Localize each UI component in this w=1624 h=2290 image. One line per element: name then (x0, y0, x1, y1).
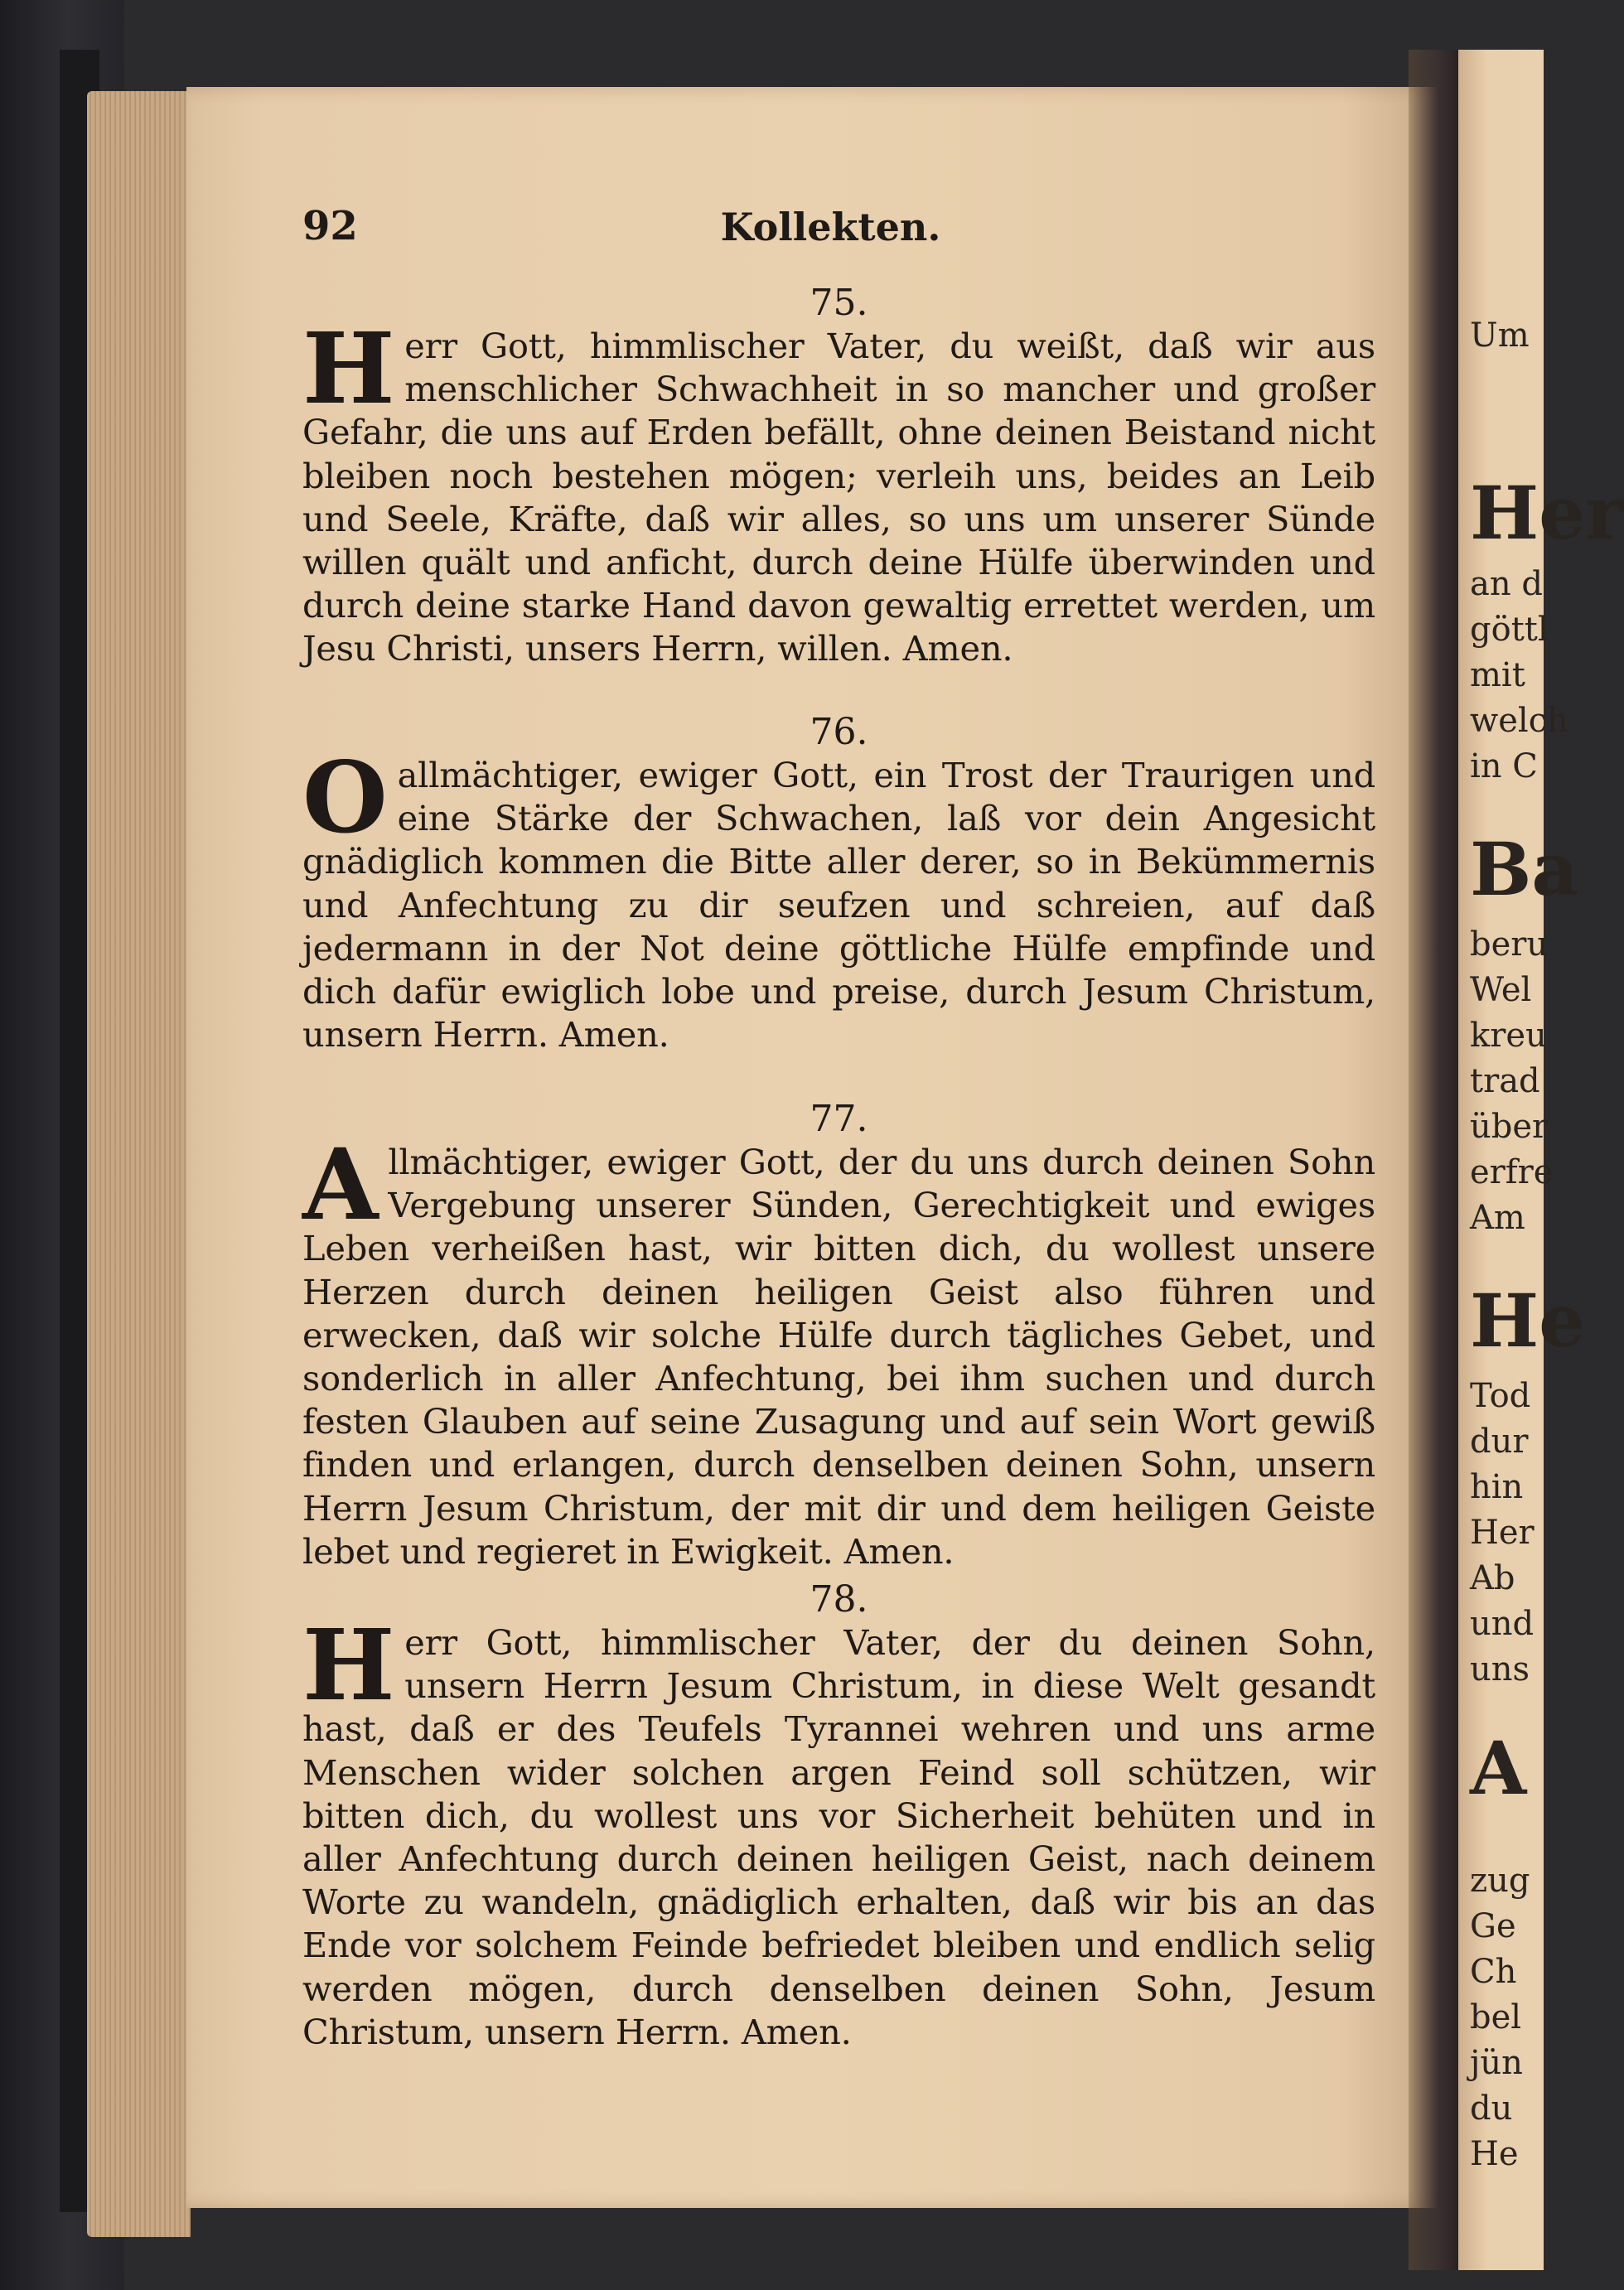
facing-page-fragment: in C (1470, 747, 1538, 785)
facing-page-fragment: uns (1470, 1650, 1530, 1689)
prayer-76 (302, 711, 1375, 1056)
facing-page-fragment: A (1470, 1725, 1527, 1811)
facing-page-fragment: trad (1470, 1062, 1540, 1100)
page-block-edges (87, 91, 191, 2237)
prayer-number: 77. (810, 1098, 868, 1140)
facing-page-fragment: He (1470, 1278, 1586, 1364)
prayer-78 (302, 1578, 1375, 2054)
facing-page-fragment: und (1470, 1605, 1535, 1643)
prayer-number: 76. (810, 711, 868, 753)
prayer-text (302, 1607, 1375, 2054)
facing-page-fragment: mit (1470, 656, 1525, 694)
facing-page-fragment: Ge (1470, 1907, 1516, 1945)
facing-page-fragment: Um (1470, 316, 1530, 355)
facing-page-fragment: kreu (1470, 1017, 1547, 1055)
facing-page-fragment: Tod (1470, 1377, 1531, 1415)
facing-page-fragment: über (1470, 1108, 1549, 1146)
drop-cap: O (302, 740, 388, 855)
drop-cap: H (302, 311, 395, 426)
page-number: 92 (302, 203, 358, 249)
facing-page-fragment: göttl (1470, 611, 1549, 649)
book-gutter (1409, 50, 1458, 2270)
drop-cap: A (302, 1127, 379, 1242)
facing-page (1458, 50, 1624, 2270)
prayer-77 (302, 1098, 1375, 1573)
prayer-text (302, 311, 1375, 671)
prayer-number: 78. (810, 1578, 868, 1621)
facing-page-fragment: Am (1470, 1199, 1525, 1237)
prayer-body: llmächtiger, ewiger Gott, der du uns durch deinen Sohn Vergebung unserer Sünden, Gerechtigkeit und ewiges Leben verheißen hast, wir bitten dich, du wollest unsere Herzen durch deinen heiligen Geist also führen und erwecken, daß wir solche Hülfe durch tägliches Gebet, und sonderlich in aller Anfechtung, bei ihm suchen und durch festen Glauben auf seine Zusagung und auf sein Wort gewiß finden und erlangen, durch denselben deinen Sohn, unsern Herrn Jesum Christum, der mit dir und dem heiligen Geiste lebet und regieret in Ewigkeit. Amen. (302, 1142, 1375, 1572)
facing-page-fragment: hin (1470, 1468, 1524, 1506)
prayer-text (302, 1127, 1375, 1573)
facing-page-fragment: Her (1470, 470, 1624, 556)
facing-page-fragment: jün (1470, 2044, 1523, 2082)
facing-page-fragment: bel (1470, 1998, 1522, 2036)
facing-page-fragment: erfre (1470, 1153, 1554, 1191)
facing-page-fragment: du (1470, 2090, 1513, 2128)
facing-page-fragment: welch (1470, 702, 1568, 740)
page-header (302, 203, 1359, 253)
prayer-body: err Gott, himmlischer Vater, du weißt, daß wir aus menschlicher Schwachheit in so mancher und großer Gefahr, die uns auf Erden befällt, ohne deinen Beistand nicht bleiben noch bestehen mögen; verleih uns, beides an Leib und Seele, Kräfte, daß wir alles, so uns um unserer Sünde willen quält und anficht, durch deine Hülfe überwinden und durch deine starke Hand davon gewaltig errettet werden, um Jesu Christi, unsers Herrn, willen. Amen. (302, 326, 1375, 669)
drop-cap: H (302, 1607, 395, 1722)
facing-page-fragment: Ab (1470, 1559, 1515, 1597)
prayer-number: 75. (810, 282, 868, 324)
facing-page-fragment: Her (1470, 1514, 1535, 1552)
facing-page-fragment: Ba (1470, 826, 1579, 912)
facing-page-fragment: zug (1470, 1862, 1530, 1900)
prayer-text (302, 740, 1375, 1056)
facing-page-fragment: Wel (1470, 971, 1532, 1009)
facing-page-fragment: Ch (1470, 1953, 1517, 1991)
facing-page-fragment: an d (1470, 565, 1543, 603)
facing-page-fragment: He (1470, 2135, 1519, 2173)
prayer-body: allmächtiger, ewiger Gott, ein Trost der Traurigen und eine Stärke der Schwachen, laß vor dein Angesicht gnädiglich kommen die Bitte aller derer, so in Bekümmernis und Anfechtung zu dir seufzen und schreien, auf daß jedermann in der Not deine göttliche Hülfe empfinde und dich dafür ewiglich lobe und preise, durch Jesum Christum, unsern Herrn. Amen. (302, 755, 1375, 1056)
prayer-75 (302, 282, 1375, 671)
facing-page-fragment: dur (1470, 1423, 1529, 1461)
facing-page-fragment: beru (1470, 925, 1549, 964)
prayer-body: err Gott, himmlischer Vater, der du deinen Sohn, unsern Herrn Jesum Christum, in diese Welt gesandt hast, daß er des Teufels Tyrannei wehren und uns arme Menschen wider solchen argen Feind soll schützen, wir bitten dich, du wollest uns vor Sicherheit behüten und in aller Anfechtung durch deinen heiligen Geist, nach deinem Worte zu wandeln, gnädiglich erhalten, daß wir bis an das Ende vor solchem Feinde befriedet bleiben und endlich selig werden mögen, durch denselben deinen Sohn, Jesum Christum, unsern Herrn. Amen. (302, 1622, 1375, 2052)
running-head: Kollekten. (720, 205, 941, 249)
